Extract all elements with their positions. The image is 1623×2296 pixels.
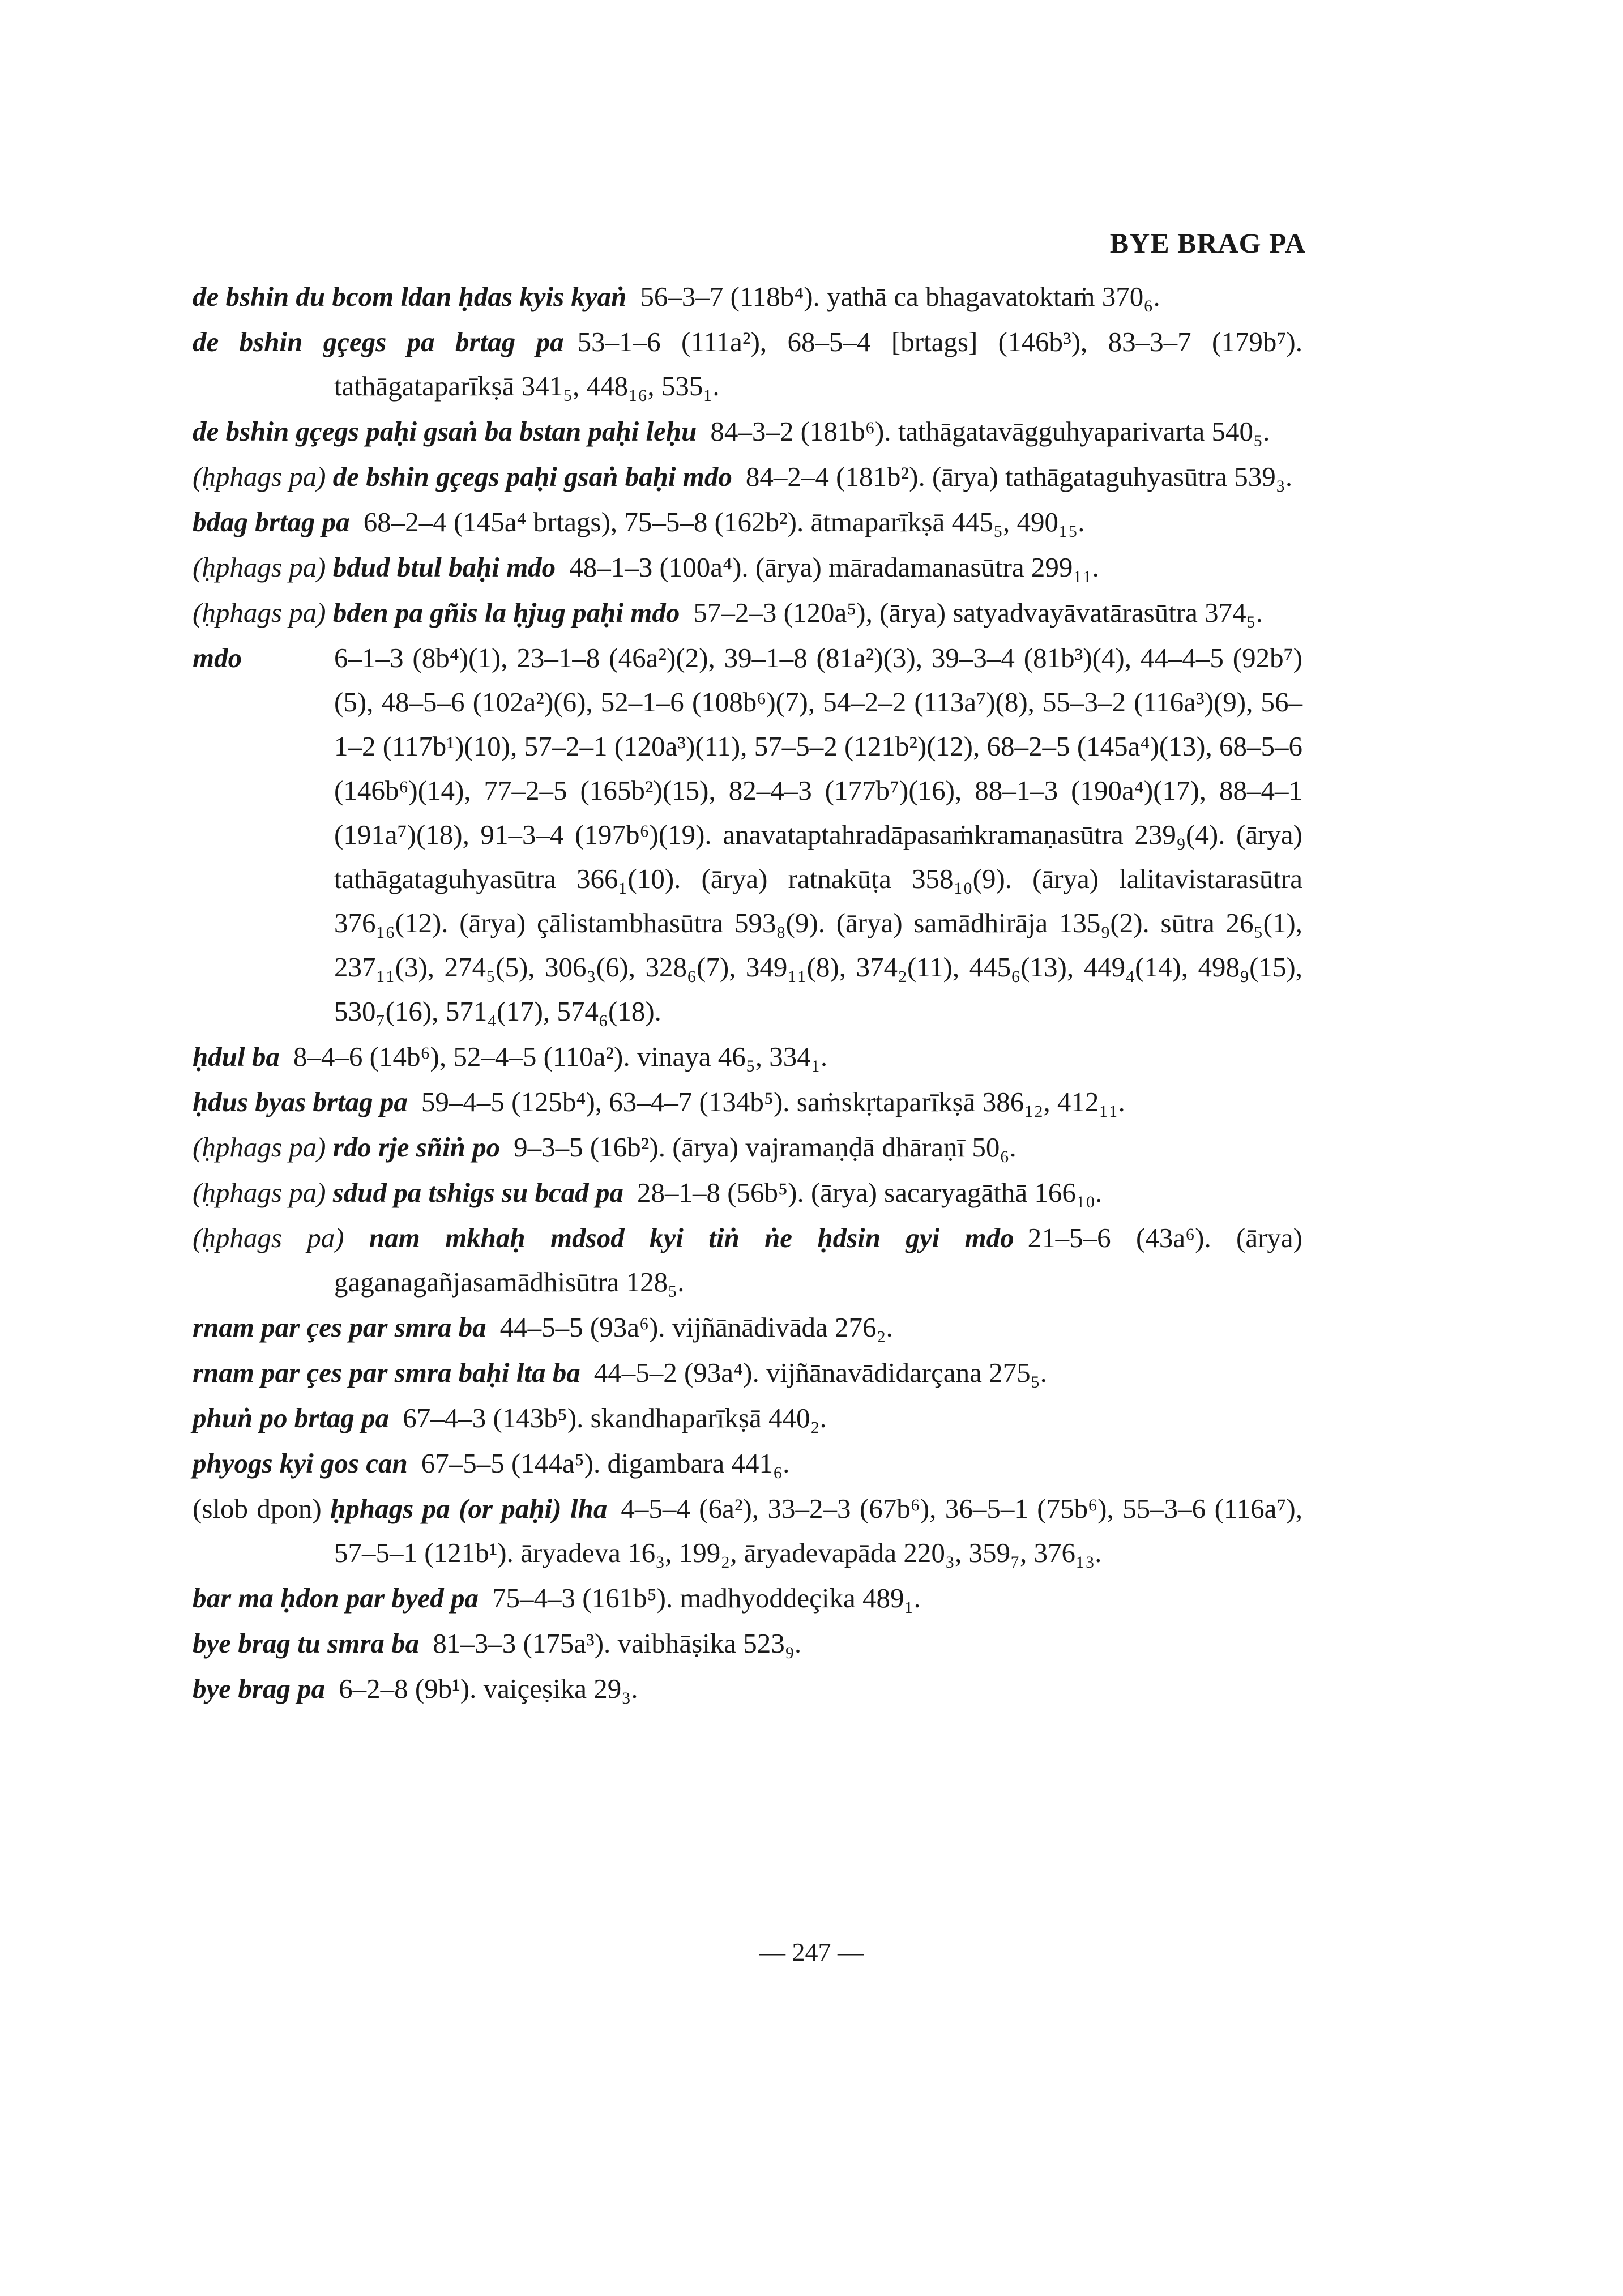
index-entry [193,1396,1302,1440]
index-entry [193,1216,1302,1304]
entry-headword: de bshin du bcom ldan ḥdas kyis kyaṅ [193,281,627,312]
entry-headword: bdag brtag pa [193,506,350,537]
entry-headword: de bshin gçegs paḥi gsaṅ ba bstan paḥi leḥu [193,416,697,447]
entry-references: 6–1–3 (8b⁴)(1), 23–1–8 (46a²)(2), 39–1–8 (81a²)(3), 39–3–4 (81b³)(4), 44–4–5 (92b⁷)(5), 48–5–6 (102a²)(6), 52–1–6 (108b⁶)(7), 54–2–2 (113a⁷)(8), 55–3–2 (116a³)(9), 56–1–2 (117b¹)(10), 57–2–1 (120a³)(11), 57–5–2 (121b²)(12), 68–2–5 (145a⁴)(13), 68–5–6 (146b⁶)(14), 77–2–5 (165b²)(15), 82–4–3 (177b⁷)(16), 88–1–3 (190a⁴)(17), 88–4–1 (191a⁷)(18), 91–3–4 (197b⁶)(19). anavataptahradāpasaṁkramaṇasūtra 239₉(4). (ārya) tathāgataguhyasūtra 366₁(10). (ārya) ratnakūṭa 358₁₀(9). (ārya) lalitavistarasūtra 376₁₆(12). (ārya) çālistambhasūtra 593₈(9). (ārya) samādhirāja 135₉(2). sūtra 26₅(1), 237₁₁(3), 274₅(5), 306₃(6), 328₆(7), 349₁₁(8), 374₂(11), 445₆(13), 449₄(14), 498₉(15), 530₇(16), 571₄(17), 574₆(18). [334,642,1302,1027]
entry-headword: rnam par çes par smra baḥi lta ba [193,1357,580,1388]
entry-headword: ḥdus byas brtag pa [193,1086,408,1117]
running-header: BYE BRAG PA [1109,227,1306,259]
index-entry [193,591,1302,635]
entry-references: 8–4–6 (14b⁶), 52–4–5 (110a²). vinaya 46₅, 334₁. [293,1041,828,1072]
entry-headword: nam mkhaḥ mdsod kyi tiṅ ṅe ḥdsin gyi mdo [369,1222,1014,1253]
page-number: — 247 — [759,1937,864,1966]
entry-references: 57–2–3 (120a⁵), (ārya) satyadvayāvatārasūtra 374₅. [693,597,1263,628]
index-entry [193,500,1302,544]
entry-references: 48–1–3 (100a⁴). (ārya) māradamanasūtra 299₁₁. [569,552,1099,583]
index-entry [193,1487,1302,1575]
index-entry [193,275,1302,319]
entry-headword: mdo [193,642,242,673]
entry-references: 68–2–4 (145a⁴ brtags), 75–5–8 (162b²). ātmaparīkṣā 445₅, 490₁₅. [363,506,1085,537]
entry-prefix: (slob dpon) [193,1493,322,1524]
entry-references: 28–1–8 (56b⁵). (ārya) sacaryagāthā 166₁₀. [637,1177,1103,1208]
entry-references: 84–3–2 (181b⁶). tathāgatavāgguhyaparivarta 540₅. [710,416,1270,447]
entry-prefix: (ḥphags pa) [193,1177,326,1208]
index-entry [193,636,1302,1034]
entry-headword: bden pa gñis la ḥjug paḥi mdo [332,597,680,628]
index-entries [193,275,1302,1712]
index-entry [193,1351,1302,1395]
entry-headword: ḥdul ba [193,1041,280,1072]
entry-headword: de bshin gçegs paḥi gsaṅ baḥi mdo [332,461,732,492]
entry-references: 4–5–4 (6a²), 33–2–3 (67b⁶), 36–5–1 (75b⁶), 55–3–6 (116a⁷), 57–5–1 (121b¹). āryadeva 16₃, 199₂, āryadevapāda 220₃, 359₇, 376₁₃. [334,1493,1302,1568]
entry-references: 44–5–2 (93a⁴). vijñānavādidarçana 275₅. [593,1357,1047,1388]
entry-prefix: (ḥphags pa) [193,1222,344,1253]
entry-references: 44–5–5 (93a⁶). vijñānādivāda 276₂. [499,1312,893,1343]
entry-references: 81–3–3 (175a³). vaibhāṣika 523₉. [433,1628,802,1659]
entry-headword: phyogs kyi gos can [193,1448,408,1479]
entry-references: 53–1–6 (111a²), 68–5–4 [brtags] (146b³), 83–3–7 (179b⁷). tathāgataparīkṣā 341₅, 448₁₆, 535₁. [334,326,1302,402]
entry-headword: bdud btul baḥi mdo [332,552,556,583]
index-entry [193,1621,1302,1666]
entry-headword: bar ma ḥdon par byed pa [193,1582,479,1614]
entry-references: 59–4–5 (125b⁴), 63–4–7 (134b⁵). saṁskṛtaparīkṣā 386₁₂, 412₁₁. [421,1086,1125,1117]
entry-headword: phuṅ po brtag pa [193,1402,390,1433]
entry-headword: bye brag pa [193,1673,326,1704]
index-entry [193,1667,1302,1711]
entry-headword: rdo rje sñiṅ po [332,1132,501,1163]
entry-headword: sdud pa tshigs su bcad pa [332,1177,623,1208]
index-entry [193,1035,1302,1079]
index-entry [193,1125,1302,1170]
index-entry [193,1171,1302,1215]
index-entry [193,1441,1302,1486]
index-entry [193,1305,1302,1350]
entry-references: 9–3–5 (16b²). (ārya) vajramaṇḍā dhāraṇī 50₆. [514,1132,1016,1163]
index-entry [193,409,1302,454]
entry-prefix: (ḥphags pa) [193,597,326,628]
entry-references: 75–4–3 (161b⁵). madhyoddeçika 489₁. [492,1582,921,1614]
index-entry [193,1080,1302,1124]
entry-references: 67–5–5 (144a⁵). digambara 441₆. [421,1448,790,1479]
entry-references: 84–2–4 (181b²). (ārya) tathāgataguhyasūtra 539₃. [745,461,1293,492]
index-entry [193,455,1302,499]
entry-prefix: (ḥphags pa) [193,1132,326,1163]
entry-headword: ḥphags pa (or paḥi) lha [330,1493,608,1524]
index-entry [193,320,1302,408]
entry-headword: bye brag tu smra ba [193,1628,420,1659]
entry-headword: rnam par çes par smra ba [193,1312,486,1343]
entry-references: 67–4–3 (143b⁵). skandhaparīkṣā 440₂. [403,1402,827,1433]
entry-references: 6–2–8 (9b¹). vaiçeṣika 29₃. [339,1673,638,1704]
entry-references: 21–5–6 (43a⁶). (ārya) gaganagañjasamādhisūtra 128₅. [334,1222,1302,1298]
entry-prefix: (ḥphags pa) [193,552,326,583]
entry-headword: de bshin gçegs pa brtag pa [193,326,564,357]
index-entry [193,545,1302,590]
entry-references: 56–3–7 (118b⁴). yathā ca bhagavatoktaṁ 370₆. [640,281,1160,312]
index-entry [193,1576,1302,1620]
entry-prefix: (ḥphags pa) [193,461,326,492]
